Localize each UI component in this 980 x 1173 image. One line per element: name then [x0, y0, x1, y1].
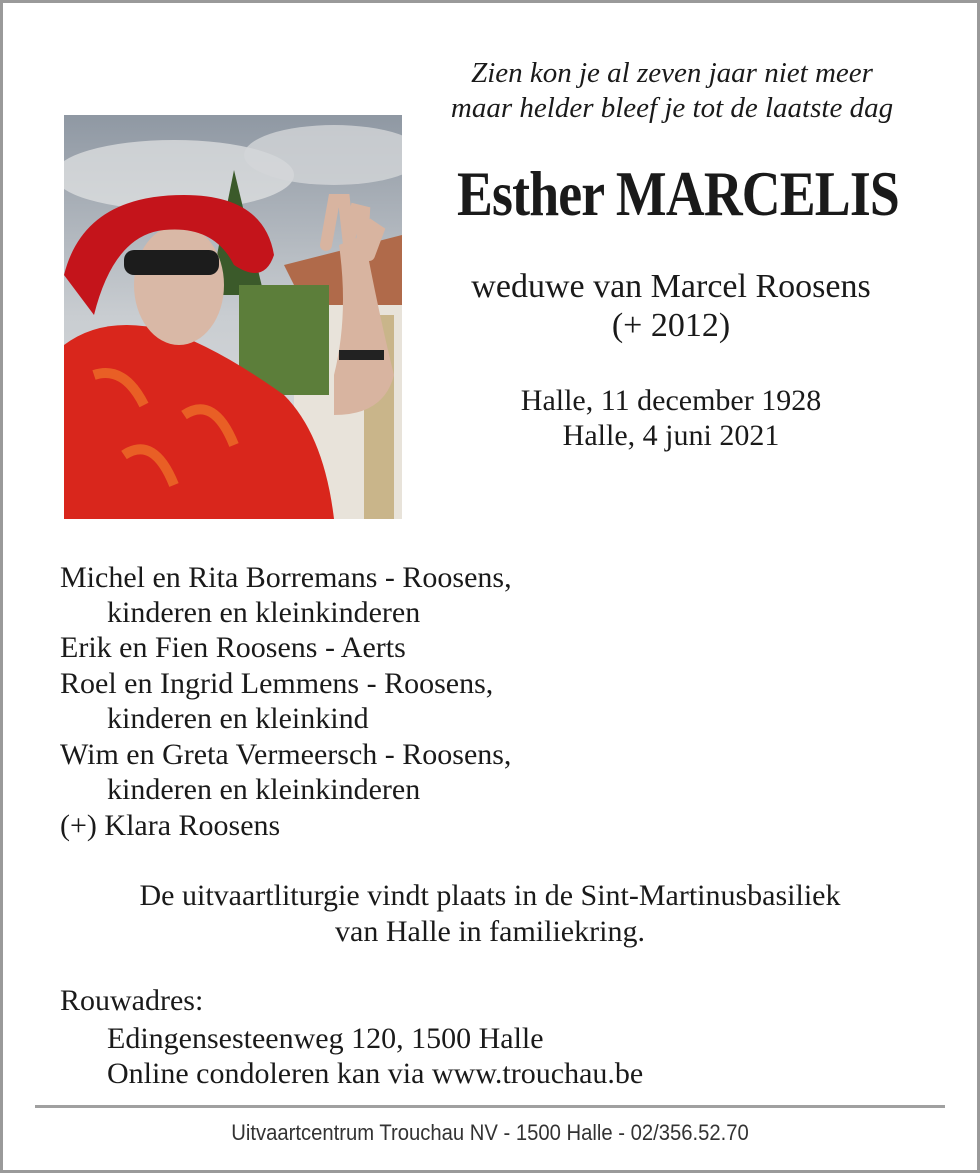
family-line: Roel en Ingrid Lemmens - Roosens,	[60, 667, 494, 700]
verse-line-2: maar helder bleef je tot de laatste dag	[450, 92, 894, 124]
spouse-death-year: (+ 2012)	[611, 307, 731, 344]
family-line: Erik en Fien Roosens - Aerts	[60, 631, 406, 664]
spouse-line: weduwe van Marcel Roosens	[471, 268, 871, 305]
liturgy-line-1: De uitvaartliturgie vindt plaats in de Sint-Martinusbasiliek	[139, 879, 841, 912]
family-line: Michel en Rita Borremans - Roosens,	[60, 561, 512, 594]
family-line: kinderen en kleinkind	[107, 702, 369, 735]
family-line: (+) Klara Roosens	[60, 809, 281, 842]
address-street: Edingensesteenweg 120, 1500 Halle	[107, 1022, 544, 1055]
family-line: kinderen en kleinkinderen	[107, 596, 421, 629]
family-line: Wim en Greta Vermeersch - Roosens,	[60, 738, 512, 771]
address-label: Rouwadres:	[60, 984, 204, 1017]
liturgy-line-2: van Halle in familiekring.	[335, 915, 645, 948]
footer-divider	[35, 1105, 945, 1108]
funeral-home-footer: Uitvaartcentrum Trouchau NV - 1500 Halle - 02/356.52.70	[231, 1120, 749, 1145]
birth-date: Halle, 11 december 1928	[520, 384, 822, 417]
deceased-name: Esther MARCELIS	[457, 158, 899, 229]
portrait-photo	[64, 115, 402, 519]
verse-line-1: Zien kon je al zeven jaar niet meer	[471, 57, 873, 89]
death-date: Halle, 4 juni 2021	[562, 419, 780, 452]
online-condolence: Online condoleren kan via www.trouchau.be	[107, 1057, 644, 1090]
family-line: kinderen en kleinkinderen	[107, 773, 421, 806]
